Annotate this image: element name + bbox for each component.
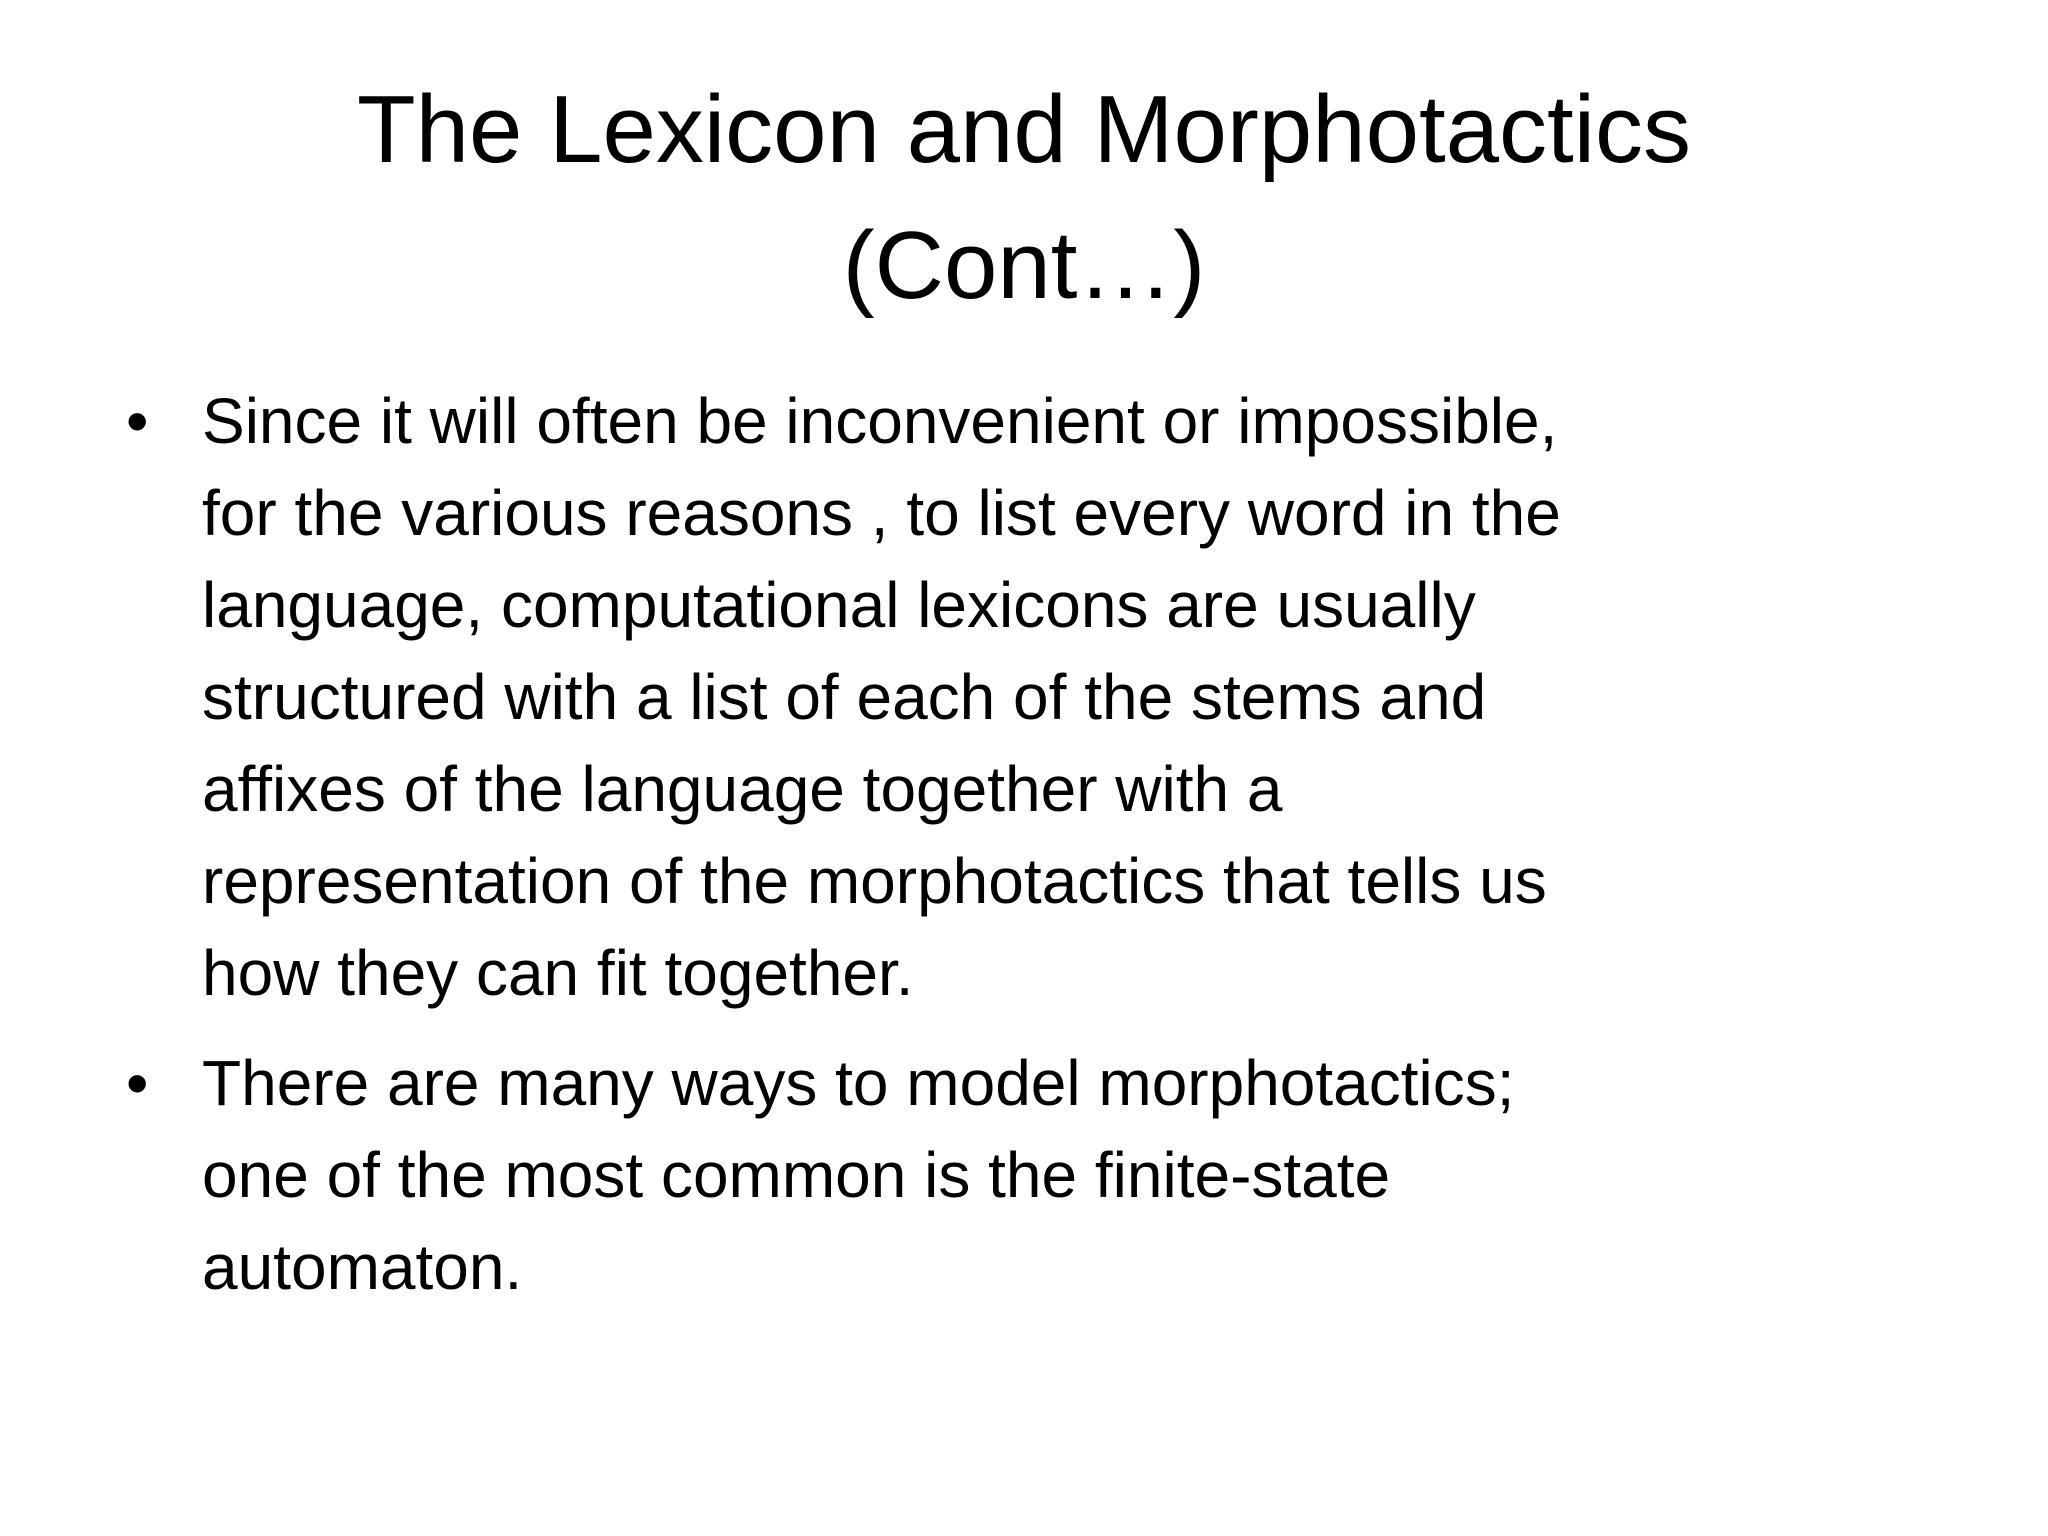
bullet-text-line: affixes of the language together with a xyxy=(202,753,1283,825)
bullet-text-line: automaton. xyxy=(202,1231,523,1303)
bullet-item-2 xyxy=(120,1037,1920,1313)
bullet-text-line: structured with a list of each of the stems and xyxy=(202,661,1487,733)
bullet-item-1 xyxy=(120,375,1920,1019)
slide-title xyxy=(150,62,1898,334)
slide-title-line-2: (Cont…) xyxy=(842,212,1206,319)
slide-title-line-1: The Lexicon and Morphotactics xyxy=(356,76,1692,183)
bullet-text-line: one of the most common is the finite-state xyxy=(202,1139,1391,1211)
bullet-text-line: for the various reasons , to list every word in the xyxy=(202,477,1561,549)
bullet-dot-icon: • xyxy=(126,385,149,457)
bullet-dot-icon: • xyxy=(126,1047,149,1119)
bullet-list xyxy=(120,375,1920,1331)
bullet-text-line: how they can fit together. xyxy=(202,937,914,1009)
bullet-text-line: Since it will often be inconvenient or impossible, xyxy=(202,385,1558,457)
bullet-text-line: representation of the morphotactics that tells us xyxy=(202,845,1547,917)
bullet-text-line: language, computational lexicons are usually xyxy=(202,569,1476,641)
bullet-text-line: There are many ways to model morphotactics; xyxy=(202,1047,1515,1119)
